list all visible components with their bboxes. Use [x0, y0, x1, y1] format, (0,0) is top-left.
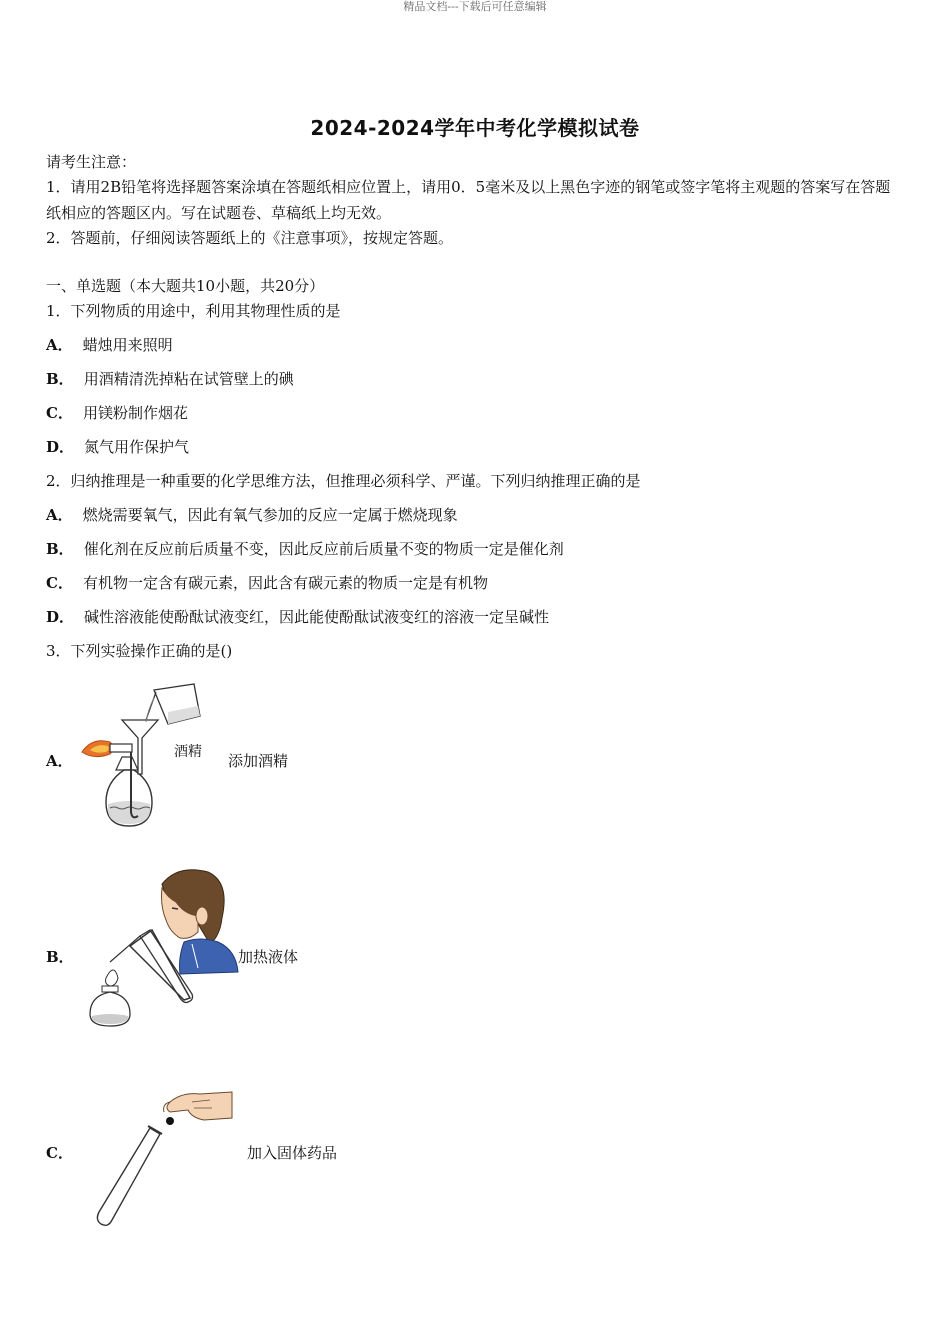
question-3-option-c-letter: C． [46, 1144, 73, 1162]
option-text: 燃烧需要氧气，因此有氧气参加的反应一定属于燃烧现象 [82, 506, 458, 524]
question-2-option-a [46, 505, 458, 525]
add-solid-figure [92, 1088, 237, 1230]
notice-item-2: 2．答题前，仔细阅读答题纸上的《注意事项》，按规定答题。 [46, 229, 454, 247]
option-text: 碱性溶液能使酚酞试液变红，因此能使酚酞试液变红的溶液一定呈碱性 [84, 608, 550, 626]
page-title: 2024-2024学年中考化学模拟试卷 [310, 116, 640, 140]
option-text: 用酒精清洗掉粘在试管壁上的碘 [83, 370, 294, 388]
option-letter: B． [46, 370, 74, 388]
question-2-stem: 2．归纳推理是一种重要的化学思维方法，但推理必须科学、严谨。下列归纳推理正确的是 [46, 472, 641, 490]
question-3-option-a-caption: 添加酒精 [228, 752, 289, 770]
notice-heading: 请考生注意： [46, 153, 137, 171]
question-1-stem: 1．下列物质的用途中，利用其物理性质的是 [46, 302, 341, 320]
question-1-option-a [46, 335, 173, 355]
option-letter: D． [46, 438, 75, 456]
option-letter: C． [46, 574, 73, 592]
question-2-option-b [46, 539, 564, 559]
header-note: 精品文档---下载后可任意编辑 [403, 0, 547, 13]
section-heading: 一、单选题（本大题共10小题，共20分） [46, 277, 325, 295]
question-2-option-c [46, 573, 488, 593]
question-1-option-c [46, 403, 188, 423]
question-3-option-b-letter: B． [46, 948, 74, 966]
alcohol-label: 酒精 [174, 744, 202, 760]
option-letter: C． [46, 404, 73, 422]
option-letter: D． [46, 608, 75, 626]
option-text: 氮气用作保护气 [84, 438, 190, 456]
notice-item-1: 1．请用2B铅笔将选择题答案涂填在答题纸相应位置上，请用0．5毫米及以上黑色字迹的钢笔或签字笔将主观题的答案写在答题纸相应的答题区内。写在试题卷、草稿纸上均无效。 [46, 178, 891, 222]
heating-liquid-figure [80, 866, 240, 1031]
option-text: 有机物一定含有碳元素，因此含有碳元素的物质一定是有机物 [82, 574, 488, 592]
question-1-option-b [46, 369, 294, 389]
question-3-option-b-caption: 加热液体 [238, 948, 299, 966]
option-text: 用镁粉制作烟花 [82, 404, 188, 422]
question-3-option-c-caption: 加入固体药品 [247, 1144, 338, 1162]
option-text: 催化剂在反应前后质量不变，因此反应前后质量不变的物质一定是催化剂 [83, 540, 564, 558]
option-letter: A． [46, 336, 73, 354]
question-3-stem: 3．下列实验操作正确的是() [46, 642, 233, 660]
question-2-option-d [46, 607, 549, 627]
option-letter: B． [46, 540, 74, 558]
option-text: 蜡烛用来照明 [82, 336, 173, 354]
question-1-option-d [46, 437, 189, 457]
option-letter: A． [46, 506, 73, 524]
question-3-option-a-letter: A． [46, 752, 73, 770]
